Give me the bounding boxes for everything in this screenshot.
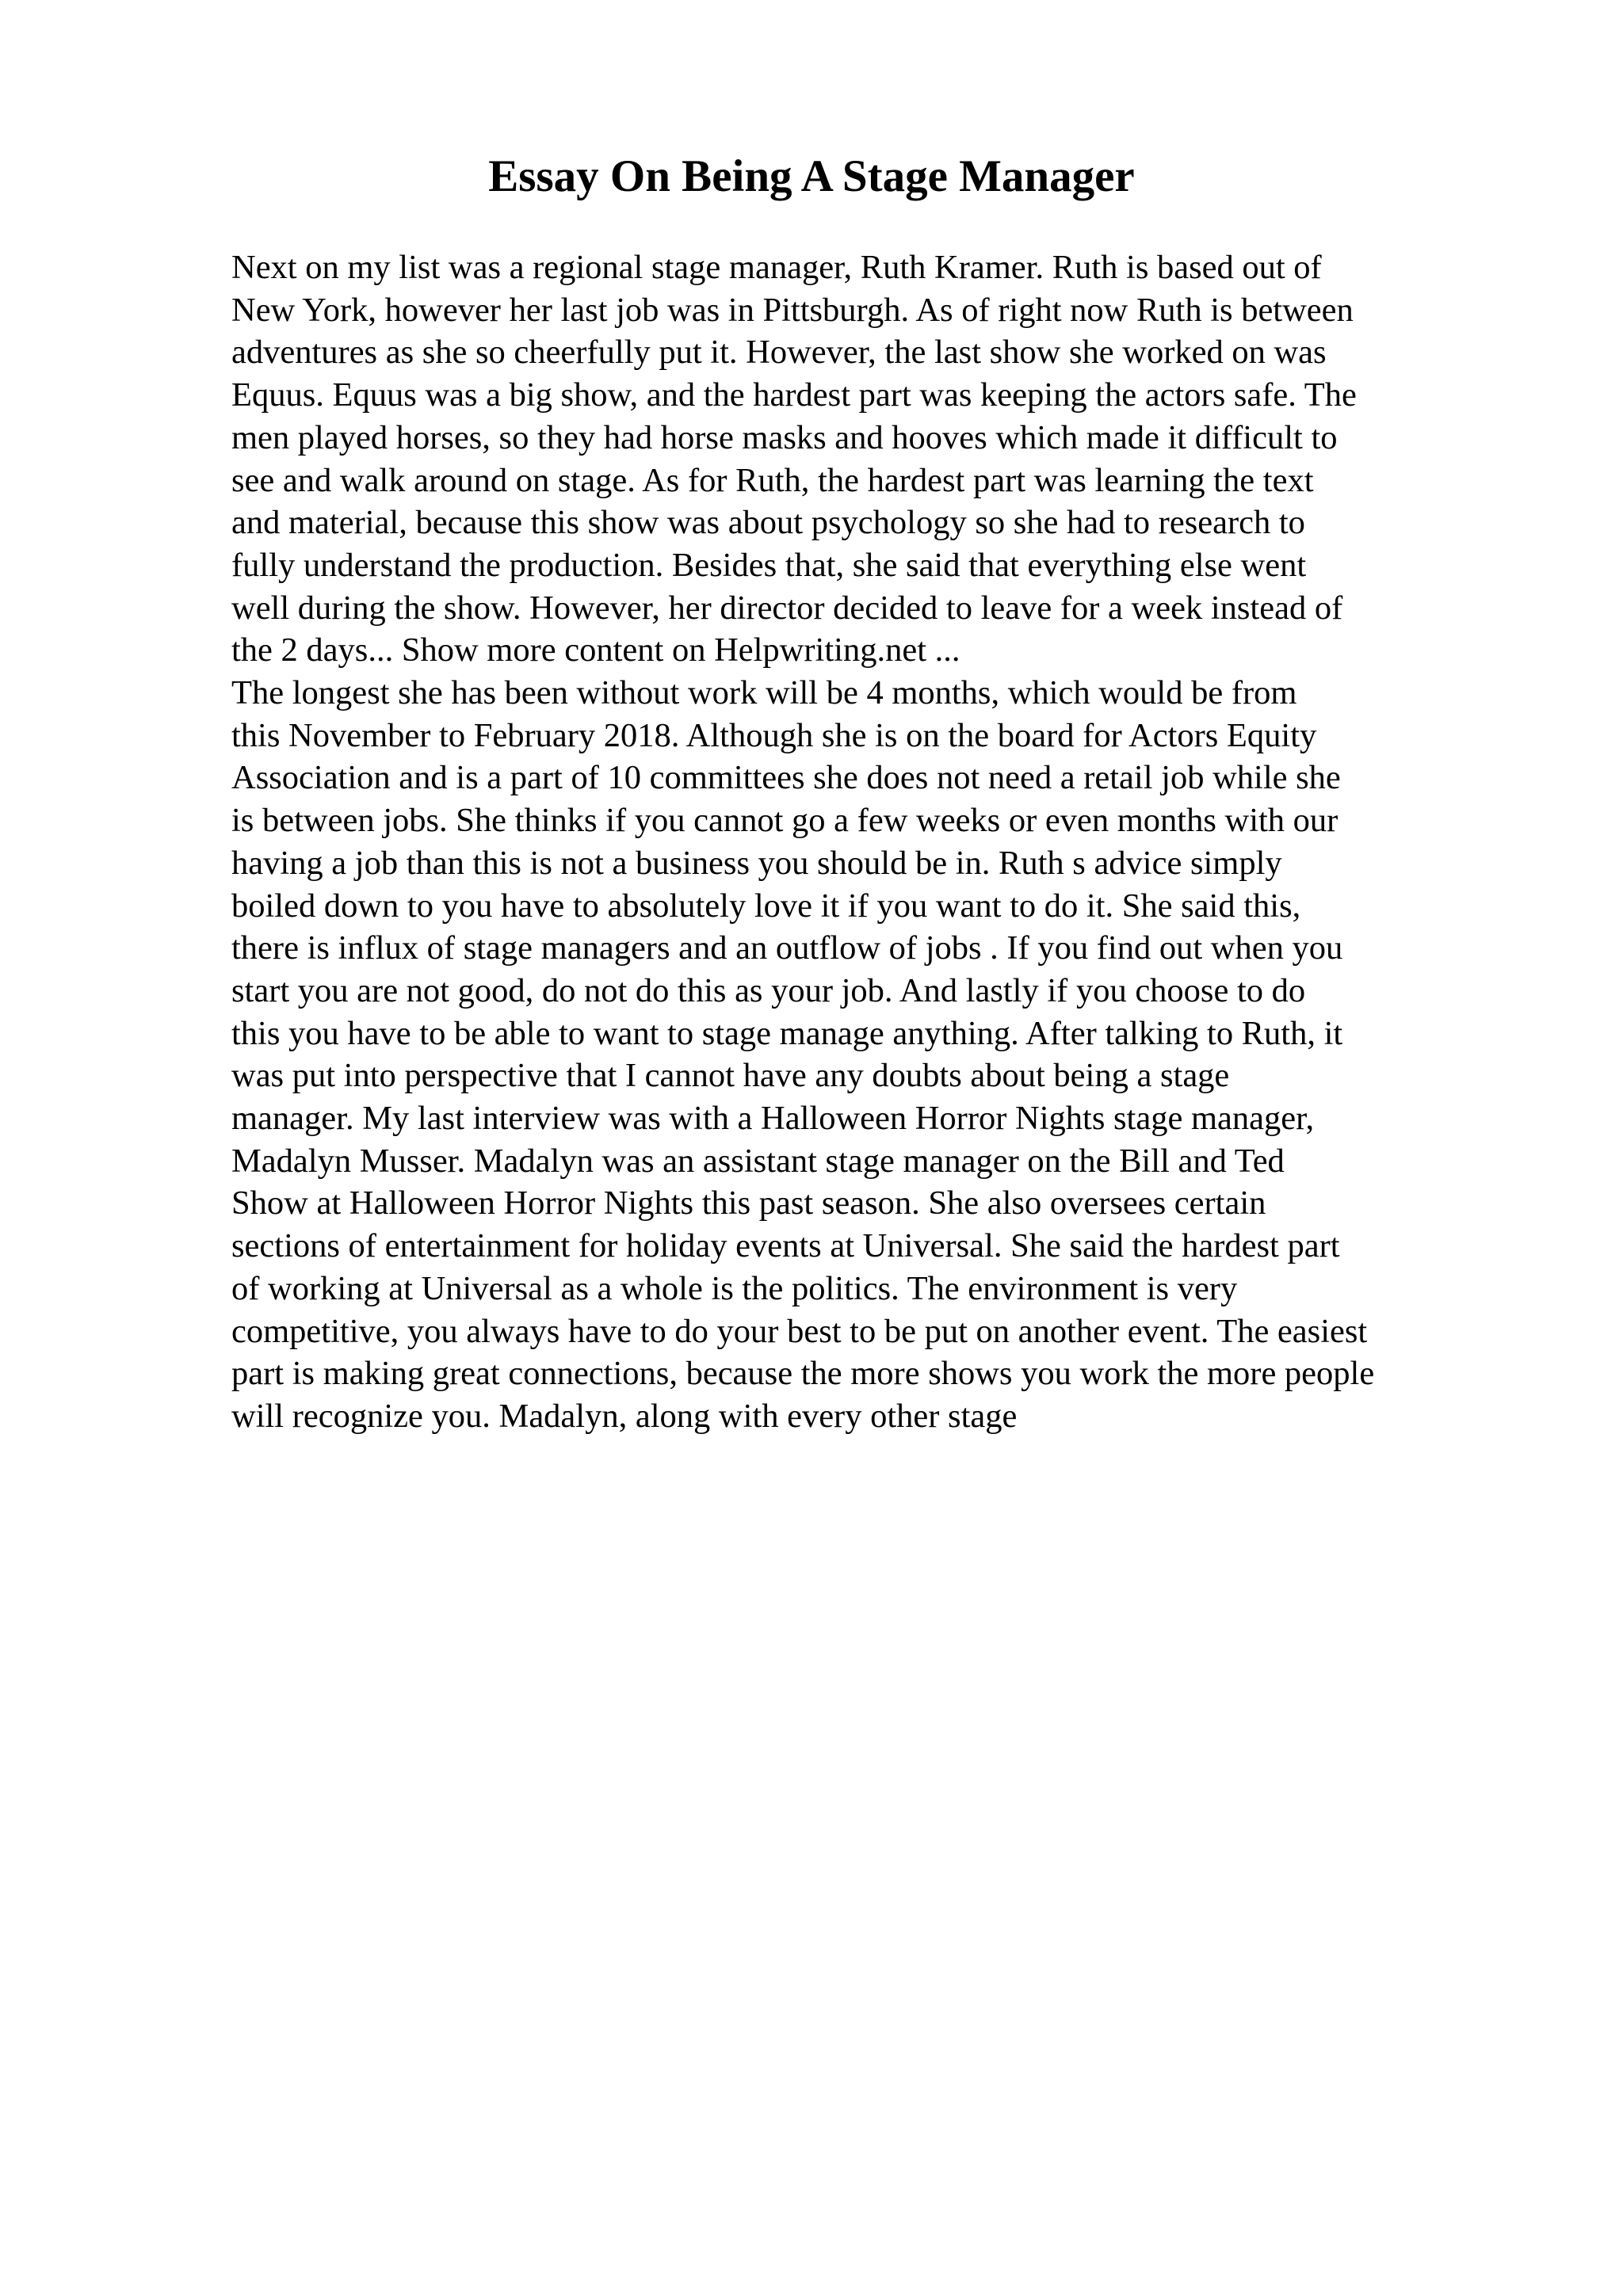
- text-line: New York, however her last job was in Pittsburgh. As of right now Ruth is between: [231, 291, 1354, 329]
- text-line: will recognize you. Madalyn, along with every other stage: [231, 1397, 1018, 1435]
- text-line: boiled down to you have to absolutely love it if you want to do it. She said this,: [231, 887, 1301, 925]
- text-line: this you have to be able to want to stage manage anything. After talking to Ruth, it: [231, 1014, 1343, 1052]
- text-line: Equus. Equus was a big show, and the hardest part was keeping the actors safe. The: [231, 376, 1357, 414]
- document-title: Essay On Being A Stage Manager: [488, 151, 1135, 201]
- text-line: The longest she has been without work will be 4 months, which would be from: [231, 674, 1297, 712]
- text-line: men played horses, so they had horse masks and hooves which made it difficult to: [231, 418, 1338, 456]
- text-line: adventures as she so cheerfully put it. However, the last show she worked on was: [231, 334, 1327, 372]
- text-line: Madalyn Musser. Madalyn was an assistant stage manager on the Bill and Ted: [231, 1142, 1285, 1180]
- text-line: start you are not good, do not do this as your job. And lastly if you choose to do: [231, 971, 1306, 1009]
- text-line: see and walk around on stage. As for Ruth, the hardest part was learning the text: [231, 461, 1314, 499]
- essay-body: [231, 246, 1499, 1438]
- text-line: this November to February 2018. Although she is on the board for Actors Equity: [231, 716, 1317, 754]
- text-line: is between jobs. She thinks if you cannot go a few weeks or even months with our: [231, 802, 1338, 840]
- text-line: fully understand the production. Besides that, she said that everything else went: [231, 546, 1307, 584]
- text-line: well during the show. However, her director decided to leave for a week instead of: [231, 589, 1343, 627]
- text-line: was put into perspective that I cannot have any doubts about being a stage: [231, 1057, 1230, 1095]
- text-line: the 2 days... Show more content on Helpwriting.net ...: [231, 631, 960, 669]
- text-line: Next on my list was a regional stage manager, Ruth Kramer. Ruth is based out of: [231, 249, 1322, 286]
- text-line: there is influx of stage managers and an outflow of jobs . If you find out when you: [231, 929, 1343, 967]
- text-line: Show at Halloween Horror Nights this past season. She also oversees certain: [231, 1184, 1266, 1222]
- text-line: of working at Universal as a whole is the politics. The environment is very: [231, 1269, 1238, 1307]
- text-line: sections of entertainment for holiday events at Universal. She said the hardest part: [231, 1227, 1340, 1265]
- text-line: Association and is a part of 10 committees she does not need a retail job while she: [231, 759, 1341, 797]
- text-line: part is making great connections, because the more shows you work the more people: [231, 1355, 1375, 1393]
- text-line: manager. My last interview was with a Halloween Horror Nights stage manager,: [231, 1100, 1315, 1138]
- text-line: competitive, you always have to do your best to be put on another event. The easiest: [231, 1312, 1368, 1350]
- text-line: having a job than this is not a business you should be in. Ruth s advice simply: [231, 844, 1282, 882]
- text-line: and material, because this show was about psychology so she had to research to: [231, 504, 1305, 542]
